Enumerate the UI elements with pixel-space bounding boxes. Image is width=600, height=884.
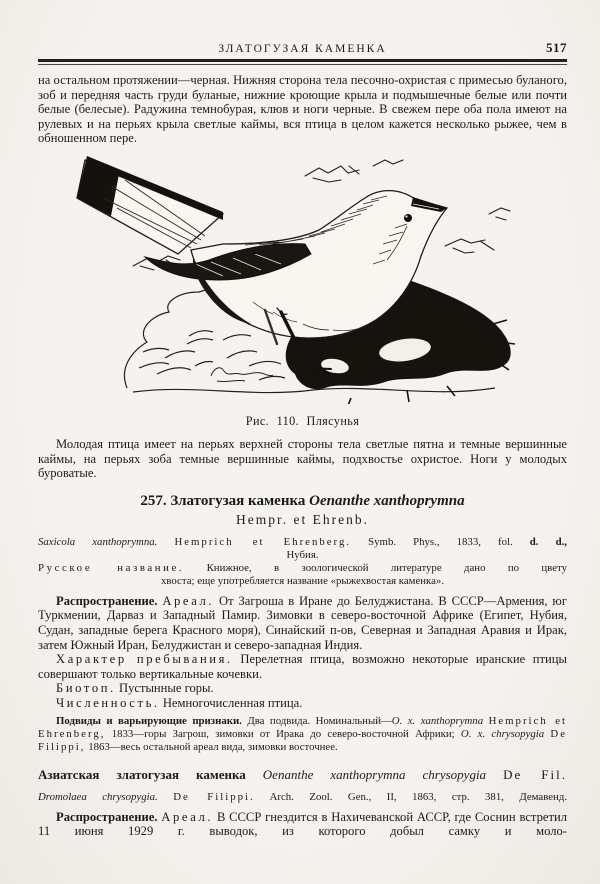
asian-distribution-text: В СССР гнездится в Нахичеванской АССР, где Соснин встретил 11 июня 1929 г. выводок, из которого добыл самку и моло- — [38, 809, 567, 839]
subspecies-text1: Два подвида. Номинальный— — [247, 714, 392, 727]
biotope-paragraph — [38, 681, 567, 696]
residency-paragraph — [38, 652, 567, 681]
juvenile-paragraph: Молодая птица имеет на перьях верхней стороны тела светлые пятна и темные вершинные каймы, на перьях зоба темные вершинные каймы, подхвостье охристое. Ноги у молодых буроватые. — [38, 436, 567, 481]
intro-paragraph: на остальном протяжении—черная. Нижняя сторона тела песочно-охристая с примесью буланого, зоб и передняя часть груди буланые, нижние кроющие крыла и подмышечные белые или почти белые (белесые). Радужина темнобурая, клюв и ноги черные. В свежем пере оба пола имеют на рулевых и на перьях крыла светлые каймы, вся птица в целом кажется несколько рыжее, чем в обношенном пере. — [38, 73, 567, 146]
residency-label: Характер пребывания. — [56, 652, 233, 667]
header-rule — [38, 59, 567, 65]
asian-synonym-citation: Arch. Zool. Gen., II, 1863, стр. 381, Демавенд. — [269, 790, 568, 803]
asian-distribution-paragraph — [38, 810, 567, 839]
asian-synonymy-line — [38, 791, 567, 804]
running-head — [38, 40, 567, 56]
residency-text: Перелетная птица, возможно некоторые иранские птицы совершают только вертикальные кочевки. — [38, 652, 567, 681]
abundance-text: Немногочисленная птица. — [162, 695, 303, 710]
abundance-paragraph — [38, 696, 567, 711]
synonym-dd: d. d., — [529, 535, 567, 548]
subspecies-latin1: O. x. xanthoprymna — [391, 714, 484, 727]
bird-eye — [404, 214, 412, 222]
distribution-paragraph — [38, 594, 567, 652]
asian-synonym-authors: De Filippi. — [173, 790, 255, 803]
russian-name-label: Русское название. — [38, 561, 185, 574]
species-number-name: 257. Златогузая каменка — [140, 492, 306, 509]
asian-subspecies-name: Азиатская златогузая каменка — [38, 766, 246, 782]
subspecies-paragraph — [38, 715, 567, 754]
synonym-citation: Symb. Phys., 1833, fol. — [368, 535, 513, 548]
russian-name-line2: хвоста; еще употребляется название «рыжехвостая каменка». — [160, 574, 445, 587]
russian-name-text: Книжное, в зоологической литературе дано по цвету — [206, 561, 567, 574]
subspecies-label: Подвиды и варьирующие признаки. — [56, 714, 242, 727]
asian-subspecies-authors: De Fil. — [503, 766, 568, 782]
page-number: 517 — [546, 40, 567, 55]
bird-tail — [77, 156, 223, 254]
figure-caption: Рис. 110. Плясунья — [245, 413, 360, 428]
subspecies-text2: 1833—горы Загрош, зимовки от Ирака до северо-восточной Африки; — [111, 727, 455, 740]
distribution-label: Распространение. — [56, 593, 158, 608]
russian-name-line1 — [38, 562, 567, 575]
artist-signature — [211, 368, 273, 382]
asian-subspecies-heading — [38, 767, 567, 783]
distribution-text: От Загроша в Иране до Белуджистана. В СССР—Армения, юг Туркмении, Дарваз и Западный Памир. Зимовки в северо-восточной Африке (Египет, Нубия, Судан, западные берега Красного моря), Синайский п-ов, Северная и Западная Аравия и Ирак, затем Южный Иран, Белуджистан и северо-западная Индия. — [38, 593, 567, 652]
species-latin-name: Oenanthe xanthoprymna — [309, 492, 465, 509]
biotope-text: Пустынные горы. — [118, 681, 214, 696]
synonymy-locality: Нубия. — [286, 548, 319, 561]
subspecies-authors2: De Filippi, — [38, 727, 568, 753]
asian-areal-label: Ареал. — [161, 809, 214, 824]
species-authors: Hempr. et Ehrenb. — [236, 511, 369, 527]
synonym-latin: Saxicola xanthoprymna. — [38, 535, 158, 548]
synonym-authors: Hemprich et Ehrenberg. — [174, 535, 352, 548]
figure-110 — [38, 152, 567, 429]
bird-engraving-illustration — [73, 152, 533, 404]
abundance-label: Численность. — [56, 695, 160, 710]
running-head-title: ЗЛАТОГУЗАЯ КАМЕНКА — [218, 43, 387, 55]
subspecies-latin2: O. x. chrysopygia — [460, 727, 545, 740]
biotope-label: Биотоп. — [56, 681, 116, 696]
synonymy-line — [38, 536, 567, 549]
species-heading — [38, 492, 567, 510]
asian-distribution-label: Распространение. — [56, 809, 158, 824]
subspecies-text3: 1863—весь остальной ареал вида, зимовки восточнее. — [88, 740, 338, 753]
areal-label: Ареал. — [162, 593, 215, 608]
subspecies-authors1: Hemprich et Ehrenberg, — [38, 714, 567, 740]
asian-subspecies-latin: Oenanthe xanthoprymna chrysopygia — [262, 766, 487, 782]
asian-synonym-latin: Dromolaea chrysopygia. — [38, 790, 158, 803]
